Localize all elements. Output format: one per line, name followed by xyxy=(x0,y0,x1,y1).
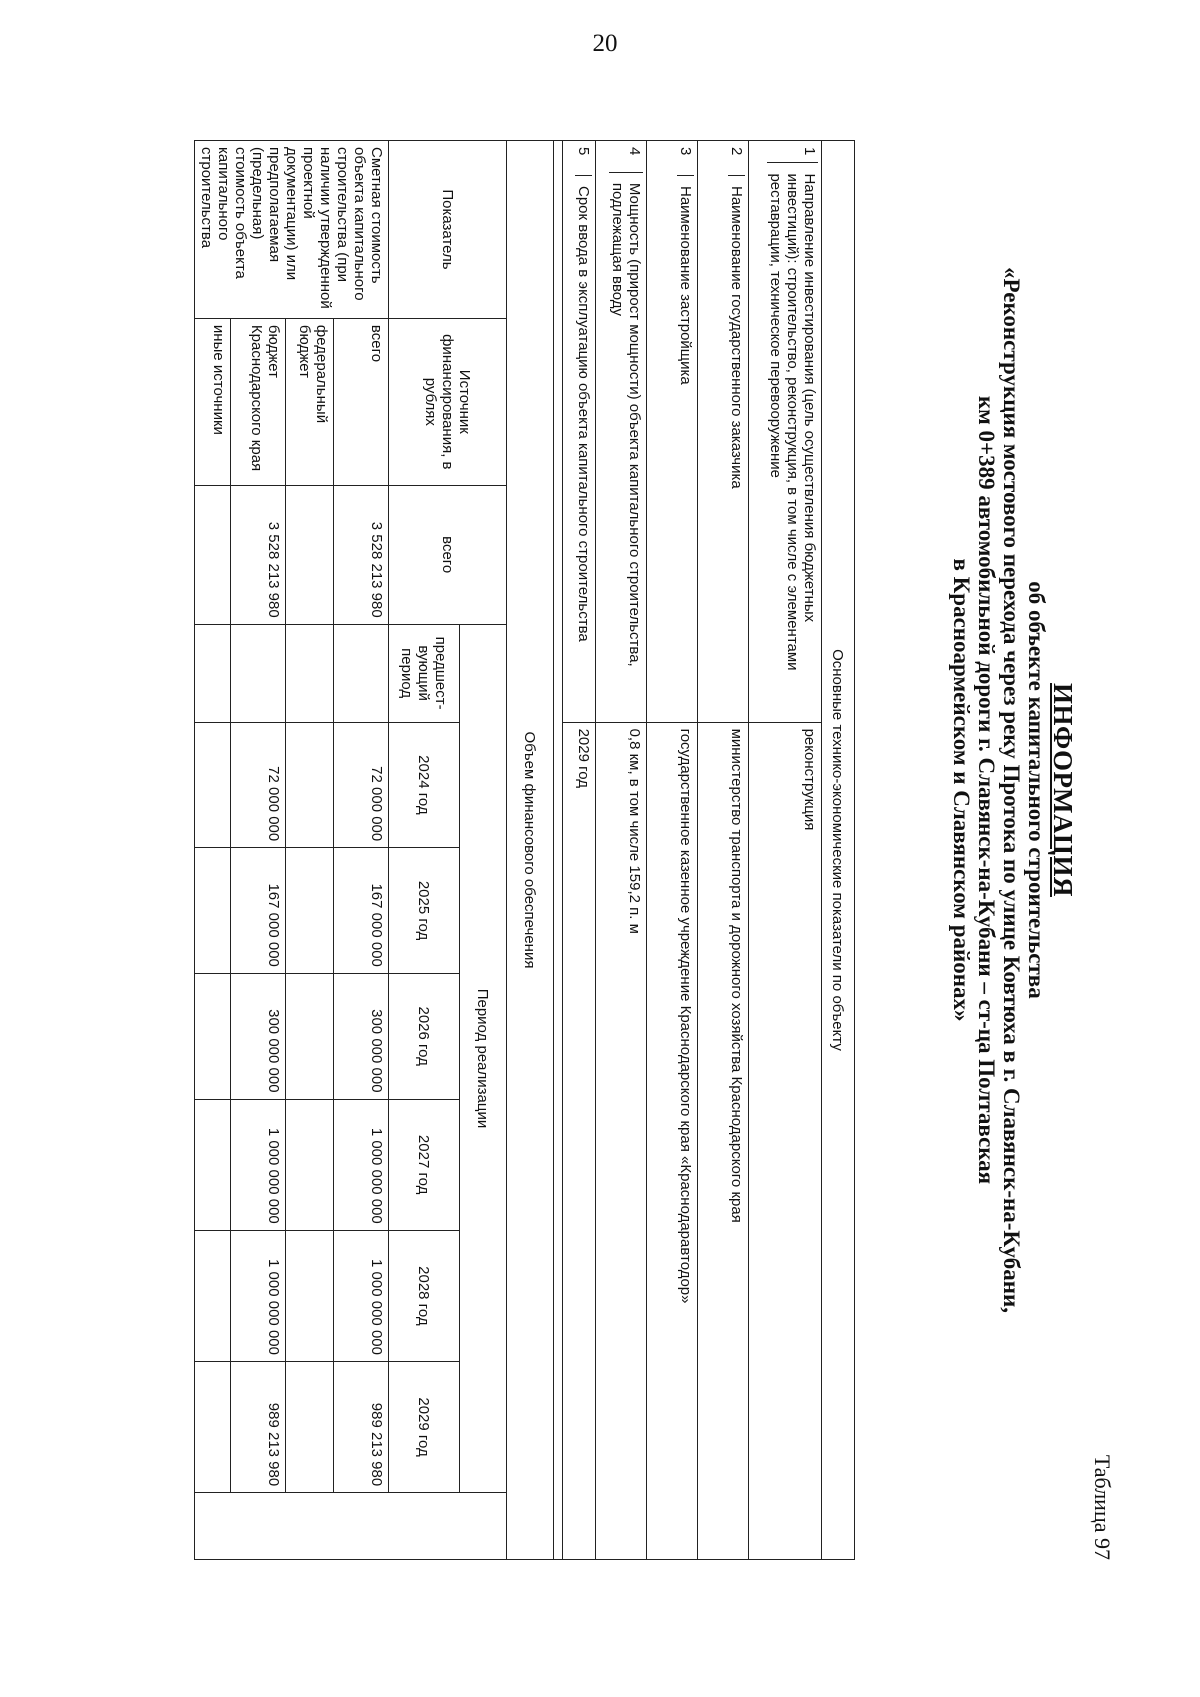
fin-year-value xyxy=(195,848,231,974)
indicator-number: 1 xyxy=(767,147,818,163)
fin-previous xyxy=(286,624,334,722)
indicator-value: 0,8 км, в том числе 159,2 п. м xyxy=(596,722,647,1559)
fin-total: 3 528 213 980 xyxy=(231,485,286,624)
indicator-row xyxy=(698,141,749,1560)
fin-previous xyxy=(195,624,231,722)
fin-year-value: 72 000 000 xyxy=(334,722,389,848)
fin-source: всего xyxy=(334,318,389,485)
indicator-text: Мощность (прирост мощности) объекта капитального строительства, подлежащая вводу xyxy=(609,182,643,667)
table-label: Таблица 97 xyxy=(1090,1454,1115,1560)
document-heading xyxy=(949,60,1077,1520)
indicator-value: министерство транспорта и дорожного хозяйства Краснодарского края xyxy=(698,722,749,1559)
fin-indicator-label: Сметная стоимость объекта капитального строительства (при наличии утвержденной проектной документации) или предполагаемая (предельная) стоимость объекта капитального строительства xyxy=(195,141,389,319)
fin-year-value xyxy=(195,973,231,1099)
fin-year-value xyxy=(286,1230,334,1361)
fin-source: федеральный бюджет xyxy=(286,318,334,485)
fin-year-value: 1 000 000 000 xyxy=(334,1099,389,1230)
indicator-text: Срок ввода в эксплуатацию объекта капитального строительства xyxy=(575,186,592,642)
fin-year-value xyxy=(286,1361,334,1492)
fin-row xyxy=(195,141,231,1560)
fin-year-value xyxy=(195,722,231,848)
indicator-row xyxy=(596,141,647,1560)
fin-year-value: 989 213 980 xyxy=(334,1361,389,1492)
fin-source: бюджет Краснодарского края xyxy=(231,318,286,485)
object-name-line-1: «Реконструкция мостового перехода через реку Протока по улице Ковтюха в г. Славянск-на-Кубани, xyxy=(999,267,1025,1313)
indicator-row xyxy=(749,141,822,1560)
indicator-number: 3 xyxy=(677,147,694,176)
indicator-value: 2029 год xyxy=(563,722,596,1559)
fin-previous xyxy=(334,624,389,722)
section1-title: Основные технико-экономические показатели по объекту xyxy=(822,141,855,1560)
indicator-value: государственное казенное учреждение Краснодарского края «Краснодаравтодор» xyxy=(647,722,698,1559)
indicator-label xyxy=(698,141,749,723)
object-name-line-3: в Красноармейском и Славянском районах» xyxy=(949,558,975,1022)
fin-header-row xyxy=(460,141,507,1560)
fin-year-value xyxy=(286,848,334,974)
rotated-page-content xyxy=(45,60,1115,1560)
fin-header-year: 2026 год xyxy=(389,973,460,1099)
fin-header-year: 2025 год xyxy=(389,848,460,974)
fin-year-value: 300 000 000 xyxy=(334,973,389,1099)
object-info-table xyxy=(194,140,855,1560)
fin-year-value xyxy=(195,1099,231,1230)
indicator-row xyxy=(563,141,596,1560)
fin-total: 3 528 213 980 xyxy=(334,485,389,624)
indicator-text: Наименование государственного заказчика xyxy=(728,186,745,489)
fin-source: иные источники xyxy=(195,318,231,485)
indicator-value: реконструкция xyxy=(749,722,822,1559)
fin-header-period: Период реализации xyxy=(460,624,507,1492)
fin-previous xyxy=(231,624,286,722)
fin-header-previous: предшест-вующий период xyxy=(389,624,460,722)
spacer-row xyxy=(554,141,563,1560)
indicator-label xyxy=(647,141,698,723)
fin-row xyxy=(231,141,286,1560)
fin-year-value xyxy=(286,722,334,848)
fin-year-value xyxy=(286,973,334,1099)
fin-row xyxy=(286,141,334,1560)
fin-header-total: всего xyxy=(389,485,507,624)
spacer-cell xyxy=(554,141,563,1560)
fin-year-value: 1 000 000 000 xyxy=(231,1230,286,1361)
fin-empty-column xyxy=(195,1493,507,1560)
indicator-text: Направление инвестирования (цель осуществления бюджетных инвестиций): строительство, реконструкция, в том числе с элементами реставрации, техническое перевооружение xyxy=(767,173,818,671)
document-subtitle: об объекте капитального строительства xyxy=(1023,581,1049,999)
fin-total xyxy=(286,485,334,624)
fin-total xyxy=(195,485,231,624)
document-title: ИНФОРМАЦИЯ xyxy=(1048,683,1078,897)
page-number: 20 xyxy=(592,30,618,57)
fin-year-value: 1 000 000 000 xyxy=(231,1099,286,1230)
indicator-text: Наименование застройщика xyxy=(677,186,694,385)
indicator-number: 2 xyxy=(728,147,745,176)
section1-header-row xyxy=(822,141,855,1560)
indicator-label xyxy=(563,141,596,723)
fin-row xyxy=(334,141,389,1560)
fin-year-value: 989 213 980 xyxy=(231,1361,286,1492)
fin-year-value xyxy=(195,1230,231,1361)
indicator-number: 4 xyxy=(609,147,643,173)
indicator-label xyxy=(749,141,822,723)
indicator-label xyxy=(596,141,647,723)
fin-year-value: 300 000 000 xyxy=(231,973,286,1099)
fin-year-value: 167 000 000 xyxy=(334,848,389,974)
indicator-row xyxy=(647,141,698,1560)
fin-header-indicator: Показатель xyxy=(389,141,507,319)
fin-year-value xyxy=(195,1361,231,1492)
object-name-line-2: км 0+389 автомобильной дороги г. Славянск-на-Кубани – ст-ца Полтавская xyxy=(974,395,1000,1185)
indicator-number: 5 xyxy=(575,147,592,176)
section2-header-row xyxy=(507,141,554,1560)
fin-header-year: 2028 год xyxy=(389,1230,460,1361)
fin-header-year: 2029 год xyxy=(389,1361,460,1492)
fin-year-value xyxy=(286,1099,334,1230)
fin-year-value: 167 000 000 xyxy=(231,848,286,974)
fin-year-value: 72 000 000 xyxy=(231,722,286,848)
section2-title: Объем финансового обеспечения xyxy=(507,141,554,1560)
fin-year-value: 1 000 000 000 xyxy=(334,1230,389,1361)
fin-header-year: 2024 год xyxy=(389,722,460,848)
fin-header-year: 2027 год xyxy=(389,1099,460,1230)
fin-header-source: Источник финансирования, в рублях xyxy=(389,318,507,485)
